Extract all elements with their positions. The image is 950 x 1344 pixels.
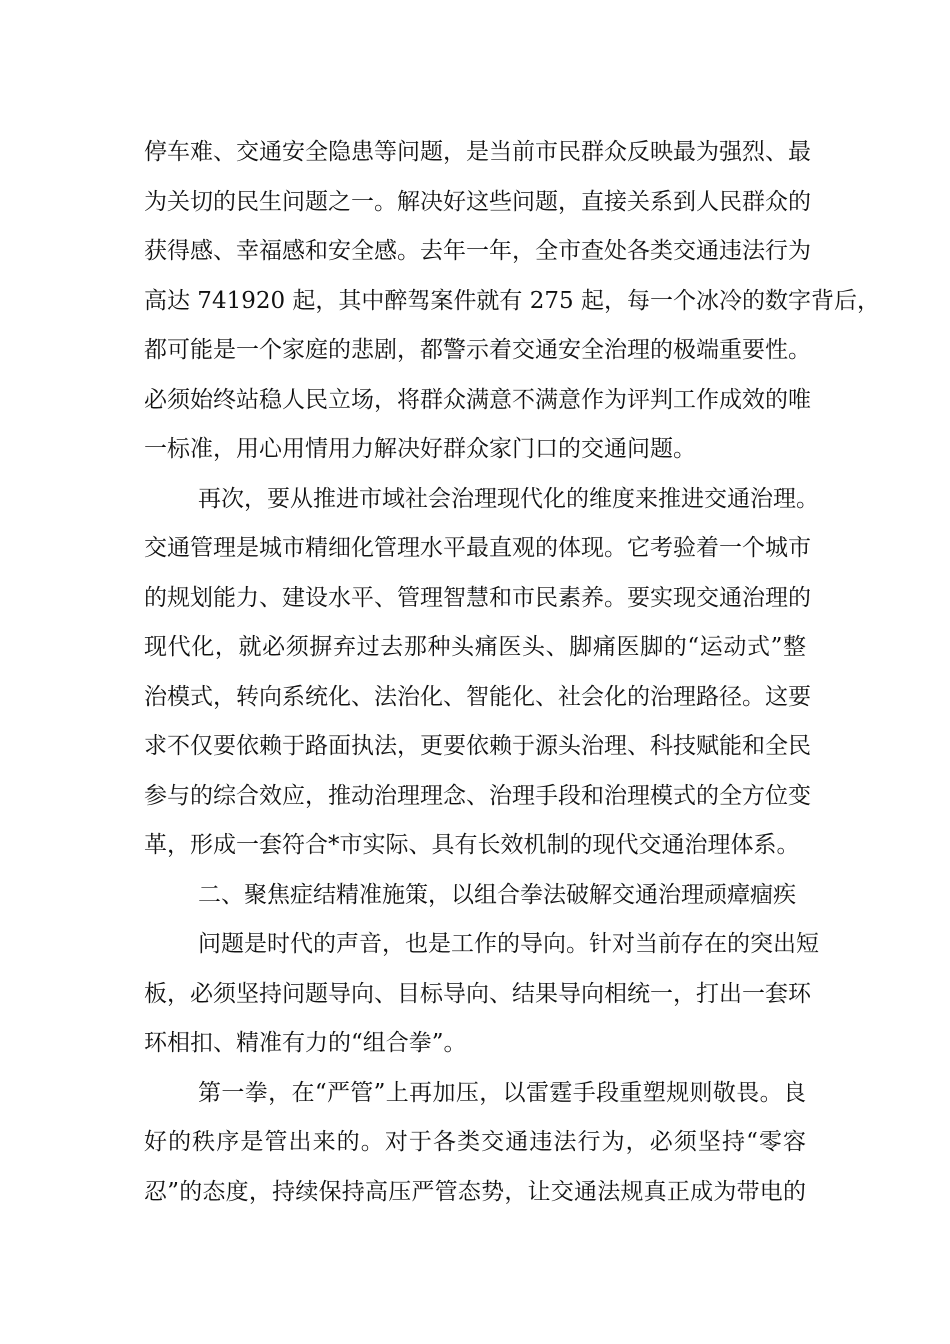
section-heading <box>144 871 806 921</box>
text-line: 必须始终站稳人民立场，将群众满意不满意作为评判工作成效的唯 <box>144 386 811 413</box>
text-line: 一标准，用心用情用力解决好群众家门口的交通问题。 <box>144 436 696 462</box>
paragraph-problem-oriented <box>144 920 819 1069</box>
paragraph-governance-modernization <box>144 475 819 871</box>
text-line: 板，必须坚持问题导向、目标导向、结果导向相统一，打出一套环 <box>144 980 811 1007</box>
text-line: 为关切的民生问题之一。解决好这些问题，直接关系到人民群众的 <box>144 188 811 215</box>
text-line: 获得感、幸福感和安全感。去年一年，全市查处各类交通违法行为 <box>144 238 811 264</box>
paragraph-public-concern <box>144 128 880 475</box>
text-line: 环相扣、精准有力的“组合拳”。 <box>144 1030 467 1056</box>
document-body <box>144 128 880 1217</box>
text-line: 求不仅要依赖于路面执法，更要依赖于源头治理、科技赋能和全民 <box>144 733 811 759</box>
text-line: 问题是时代的声音，也是工作的导向。针对当前存在的突出短 <box>198 931 819 957</box>
text-line: 现代化，就必须摒弃过去那种头痛医头、脚痛医脚的“运动式”整 <box>144 634 806 660</box>
text-line: 再次，要从推进市域社会治理现代化的维度来推进交通治理。 <box>198 485 819 512</box>
text-line: 的规划能力、建设水平、管理智慧和市民素养。要实现交通治理的 <box>144 584 811 611</box>
text-line: 参与的综合效应，推动治理理念、治理手段和治理模式的全方位变 <box>144 782 811 809</box>
text-line: 忍”的态度，持续保持高压严管态势，让交通法规真正成为带电的 <box>144 1178 806 1205</box>
text-line: 革，形成一套符合*市实际、具有长效机制的现代交通治理体系。 <box>144 832 800 858</box>
text-line: 第一拳，在“严管”上再加压，以雷霆手段重塑规则敬畏。良 <box>198 1079 806 1106</box>
text-line: 交通管理是城市精细化管理水平最直观的体现。它考验着一个城市 <box>144 535 811 561</box>
text-line: 都可能是一个家庭的悲剧，都警示着交通安全治理的极端重要性。 <box>144 337 811 363</box>
heading-line: 二、聚焦症结精准施策，以组合拳法破解交通治理顽瘴痼疾 <box>198 881 796 908</box>
text-line: 好的秩序是管出来的。对于各类交通违法行为，必须坚持“零容 <box>144 1129 806 1155</box>
paragraph-strict-management <box>144 1069 806 1218</box>
text-line: 高达 741920 起，其中醉驾案件就有 275 起，每一个冰冷的数字背后， <box>144 287 880 314</box>
text-line: 治模式，转向系统化、法治化、智能化、社会化的治理路径。这要 <box>144 683 811 710</box>
text-line: 停车难、交通安全隐患等问题，是当前市民群众反映最为强烈、最 <box>144 139 811 165</box>
